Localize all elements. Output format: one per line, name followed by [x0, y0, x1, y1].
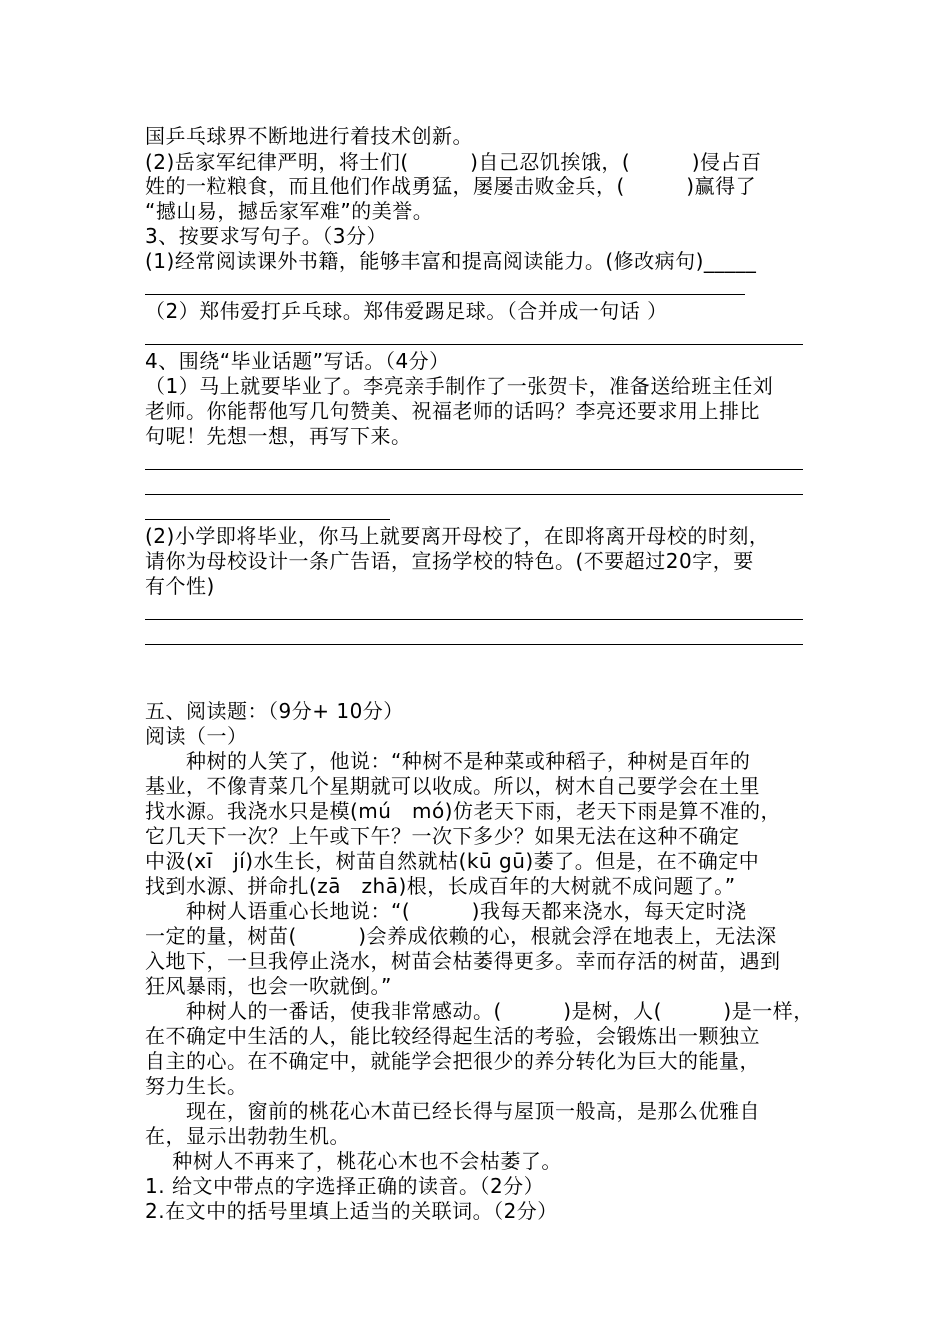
passage-line: 自主的心。在不确定中，就能学会把很少的养分转化为巨大的能量，	[145, 1049, 760, 1073]
text-line: (2)岳家军纪律严明，将士们( )自己忍饥挨饿，( )侵占百	[145, 150, 762, 174]
section-5-title: 五、阅读题：（9分+ 10分）	[145, 699, 404, 723]
text-line: 姓的一粒粮食，而且他们作战勇猛，屡屡击败金兵，( )赢得了	[145, 174, 757, 198]
answer-line[interactable]	[145, 519, 390, 520]
answer-line[interactable]	[145, 644, 803, 645]
answer-line[interactable]	[145, 344, 803, 345]
passage-line: 在，显示出勃勃生机。	[145, 1124, 350, 1148]
passage-line: 它几天下一次？上午或下午？一次下多少？如果无法在这种不确定	[145, 824, 740, 848]
question-4-item-2: 有个性)	[145, 574, 215, 598]
passage-line: 努力生长。	[145, 1074, 248, 1098]
passage-line: 现在，窗前的桃花心木苗已经长得与屋顶一般高，是那么优雅自	[145, 1099, 760, 1123]
passage-line: 种树人语重心长地说：“( )我每天都来浇水，每天定时浇	[145, 899, 747, 923]
question-4-item-2: 请你为母校设计一条广告语，宣扬学校的特色。(不要超过20字，要	[145, 549, 754, 573]
passage-line: 种树人的一番话，使我非常感动。( )是树，人( )是一样，	[145, 999, 814, 1023]
answer-line[interactable]	[145, 469, 803, 470]
passage-line: 一定的量，树苗( )会养成依赖的心，根就会浮在地表上，无法深	[145, 924, 777, 948]
answer-line[interactable]	[145, 294, 745, 295]
passage-line: 在不确定中生活的人，能比较经得起生活的考验，会锻炼出一颗独立	[145, 1024, 760, 1048]
question-4-item-1: （1）马上就要毕业了。李亮亲手制作了一张贺卡，准备送给班主任刘	[145, 374, 774, 398]
question-3-item-2: （2）郑伟爱打乒乓球。郑伟爱踢足球。（合并成一句话 ）	[145, 299, 668, 323]
passage-line: 入地下，一旦我停止浇水，树苗会枯萎得更多。幸而存活的树苗，遇到	[145, 949, 781, 973]
question-4-item-2: (2)小学即将毕业，你马上就要离开母校了，在即将离开母校的时刻，	[145, 524, 770, 548]
reading-question-1: 1. 给文中带点的字选择正确的读音。（2分）	[145, 1174, 545, 1198]
question-3-item-1: (1)经常阅读课外书籍，能够丰富和提高阅读能力。(修改病句)_____	[145, 249, 757, 273]
text-line: 国乒乓球界不断地进行着技术创新。	[145, 124, 473, 148]
passage-line: 基业，不像青菜几个星期就可以收成。所以，树木自己要学会在土里	[145, 774, 760, 798]
passage-line: 找到水源、拼命扎(zā zhā)根，长成百年的大树就不成问题了。”	[145, 874, 736, 898]
passage-line: 种树人不再来了，桃花心木也不会枯萎了。	[145, 1149, 562, 1173]
question-4-item-1: 老师。你能帮他写几句赞美、祝福老师的话吗？李亮还要求用上排比	[145, 399, 760, 423]
reading-question-2: 2.在文中的括号里填上适当的关联词。（2分）	[145, 1199, 558, 1223]
passage-line: 找水源。我浇水只是模(mú mó)仿老天下雨，老天下雨是算不准的，	[145, 799, 781, 823]
question-4-title: 4、围绕“毕业话题”写话。（4分）	[145, 349, 450, 373]
answer-line[interactable]	[145, 619, 803, 620]
reading-subtitle: 阅读（一）	[145, 724, 248, 748]
answer-line[interactable]	[145, 494, 803, 495]
passage-line: 中汲(xī jí)水生长，树苗自然就枯(kū gū)萎了。但是，在不确定中	[145, 849, 760, 873]
passage-line: 种树的人笑了，他说：“种树不是种菜或种稻子，种树是百年的	[145, 749, 751, 773]
text-line: “撼山易，撼岳家军难”的美誉。	[145, 199, 434, 223]
passage-line: 狂风暴雨，也会一吹就倒。”	[145, 974, 392, 998]
question-4-item-1: 句呢！先想一想，再写下来。	[145, 424, 412, 448]
question-3-title: 3、按要求写句子。（3分）	[145, 224, 387, 248]
